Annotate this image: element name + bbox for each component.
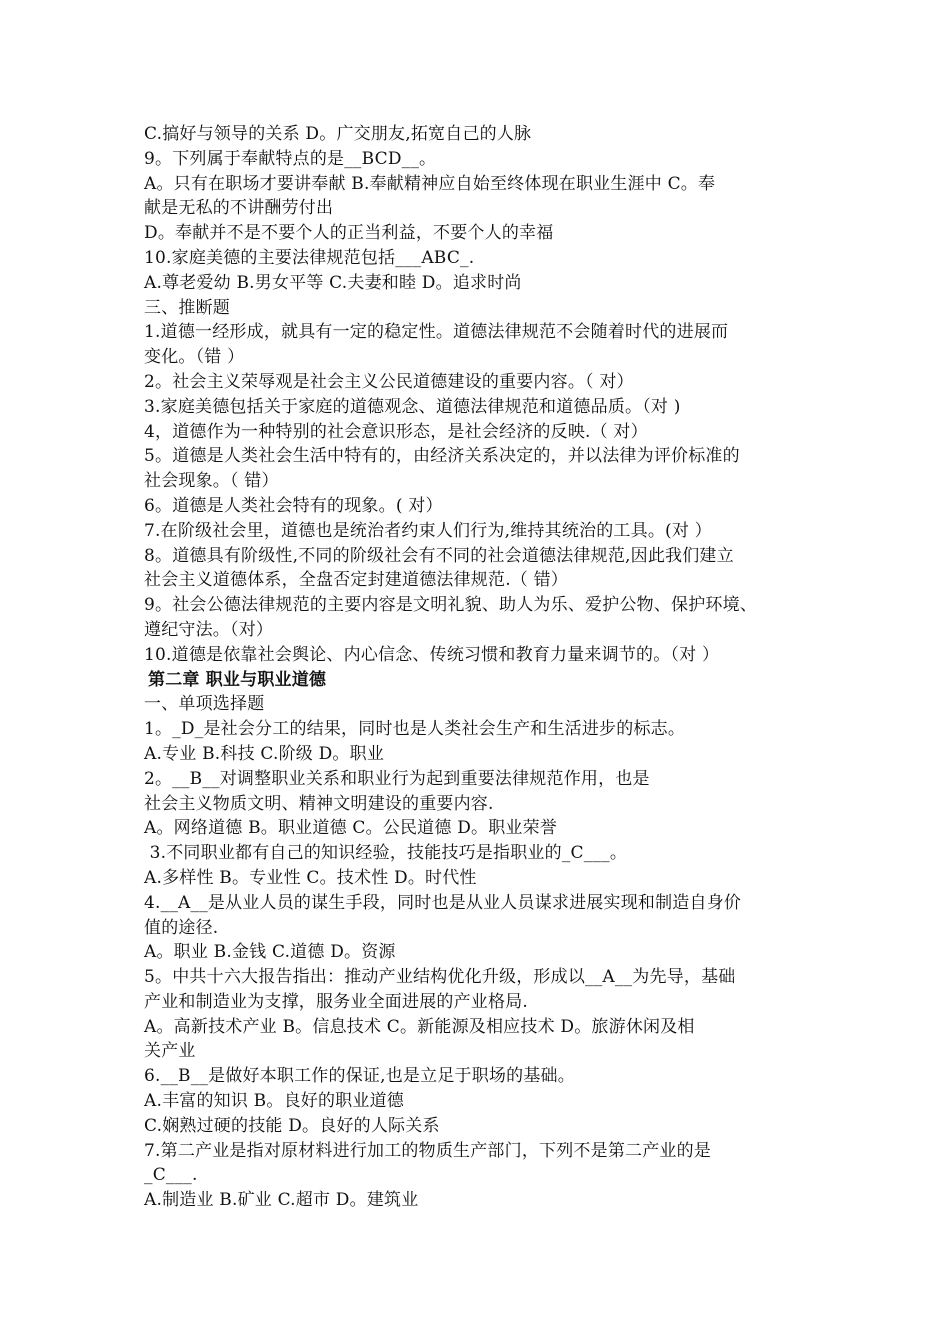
text-line: A.多样性 B。专业性 C。技术性 D。时代性: [144, 867, 477, 888]
text-line: 社会主义物质文明、精神文明建设的重要内容.: [144, 793, 494, 814]
text-line: 2。__B__对调整职业关系和职业行为起到重要法律规范作用，也是: [144, 768, 650, 789]
text-line: C.娴熟过硬的技能 D。良好的人际关系: [144, 1115, 440, 1136]
text-line: C.搞好与领导的关系 D。广交朋友,拓宽自己的人脉: [144, 124, 532, 144]
text-line: 7.在阶级社会里，道德也是统治者约束人们行为,维持其统治的工具。(对 ）: [144, 520, 712, 541]
question-10: 10.家庭美德的主要法律规范包括___ABC_.: [144, 247, 475, 268]
text-line: 2。社会主义荣辱观是社会主义公民道德建设的重要内容。（ 对）: [144, 371, 634, 392]
text-line: 4，道德作为一种特别的社会意识形态，是社会经济的反映.（ 对）: [144, 421, 648, 442]
text-line: 4.__A__是从业人员的谋生手段，同时也是从业人员谋求进展实现和制造自身价: [144, 892, 742, 913]
chapter-heading: 第二章 职业与职业道德: [148, 669, 327, 690]
text-line: 10.道德是依靠社会舆论、内心信念、传统习惯和教育力量来调节的。（对 ）: [144, 644, 720, 665]
text-line: A.制造业 B.矿业 C.超市 D。建筑业: [144, 1190, 419, 1211]
text-line: 1.道德一经形成，就具有一定的稳定性。道德法律规范不会随着时代的进展而: [144, 322, 729, 343]
text-line: A。网络道德 B。职业道德 C。公民道德 D。职业荣誉: [144, 818, 558, 839]
text-line: 1。_D_是社会分工的结果，同时也是人类社会生产和生活进步的标志。: [144, 719, 686, 740]
text-line: 9。社会公德法律规范的主要内容是文明礼貌、助人为乐、爱护公物、保护环境、: [144, 595, 758, 616]
text-line: 6。道德是人类社会特有的现象。( 对）: [144, 495, 443, 516]
text-line: A.丰富的知识 B。良好的职业道德: [144, 1091, 404, 1112]
text-line: 值的途径.: [144, 917, 219, 938]
text-line: 3.家庭美德包括关于家庭的道德观念、道德法律规范和道德品质。（对 ): [144, 396, 681, 417]
text-line: 社会主义道德体系，全盘否定封建道德法律规范.（ 错）: [144, 570, 569, 591]
text-line: A.尊老爱幼 B.男女平等 C.夫妻和睦 D。追求时尚: [144, 272, 522, 293]
text-line: D。奉献并不是不要个人的正当利益，不要个人的幸福: [144, 223, 554, 244]
text-line: 5。道德是人类社会生活中特有的，由经济关系决定的，并以法律为评价标准的: [144, 446, 740, 467]
text-line: 6.__B__是做好本职工作的保证,也是立足于职场的基础。: [144, 1066, 575, 1087]
section-heading-judgment: 三、推断题: [144, 297, 230, 318]
text-line: _C___.: [144, 1165, 198, 1186]
text-line: 3.不同职业都有自己的知识经验，技能技巧是指职业的_C___。: [144, 843, 628, 864]
text-line: 献是无私的不讲酬劳付出: [144, 198, 334, 219]
text-line: 关产业: [144, 1041, 196, 1062]
section-heading-single-choice: 一、单项选择题: [144, 694, 265, 715]
document-page: [144, 122, 816, 1213]
text-line: 变化。（错 ）: [144, 347, 245, 368]
text-line: 5。中共十六大报告指出：推动产业结构优化升级，形成以__A__为先导，基础: [144, 967, 736, 988]
text-line: A。职业 B.金钱 C.道德 D。资源: [144, 942, 396, 963]
text-line: 遵纪守法。（对）: [144, 619, 274, 640]
text-line: 产业和制造业为支撑，服务业全面进展的产业格局.: [144, 991, 529, 1012]
text-line: 7.第二产业是指对原材料进行加工的物质生产部门，下列不是第二产业的是: [144, 1140, 712, 1161]
text-line: 8。道德具有阶级性,不同的阶级社会有不同的社会道德法律规范,因此我们建立: [144, 545, 734, 566]
text-line: A.专业 B.科技 C.阶级 D。职业: [144, 743, 385, 764]
question-9: 9。下列属于奉献特点的是__BCD__。: [144, 148, 437, 169]
text-line: 社会现象。（ 错）: [144, 471, 279, 492]
text-line: A。高新技术产业 B。信息技术 C。新能源及相应技术 D。旅游休闲及相: [144, 1016, 695, 1037]
text-line: A。只有在职场才要讲奉献 B.奉献精神应自始至终体现在职业生涯中 C。奉: [144, 173, 716, 194]
